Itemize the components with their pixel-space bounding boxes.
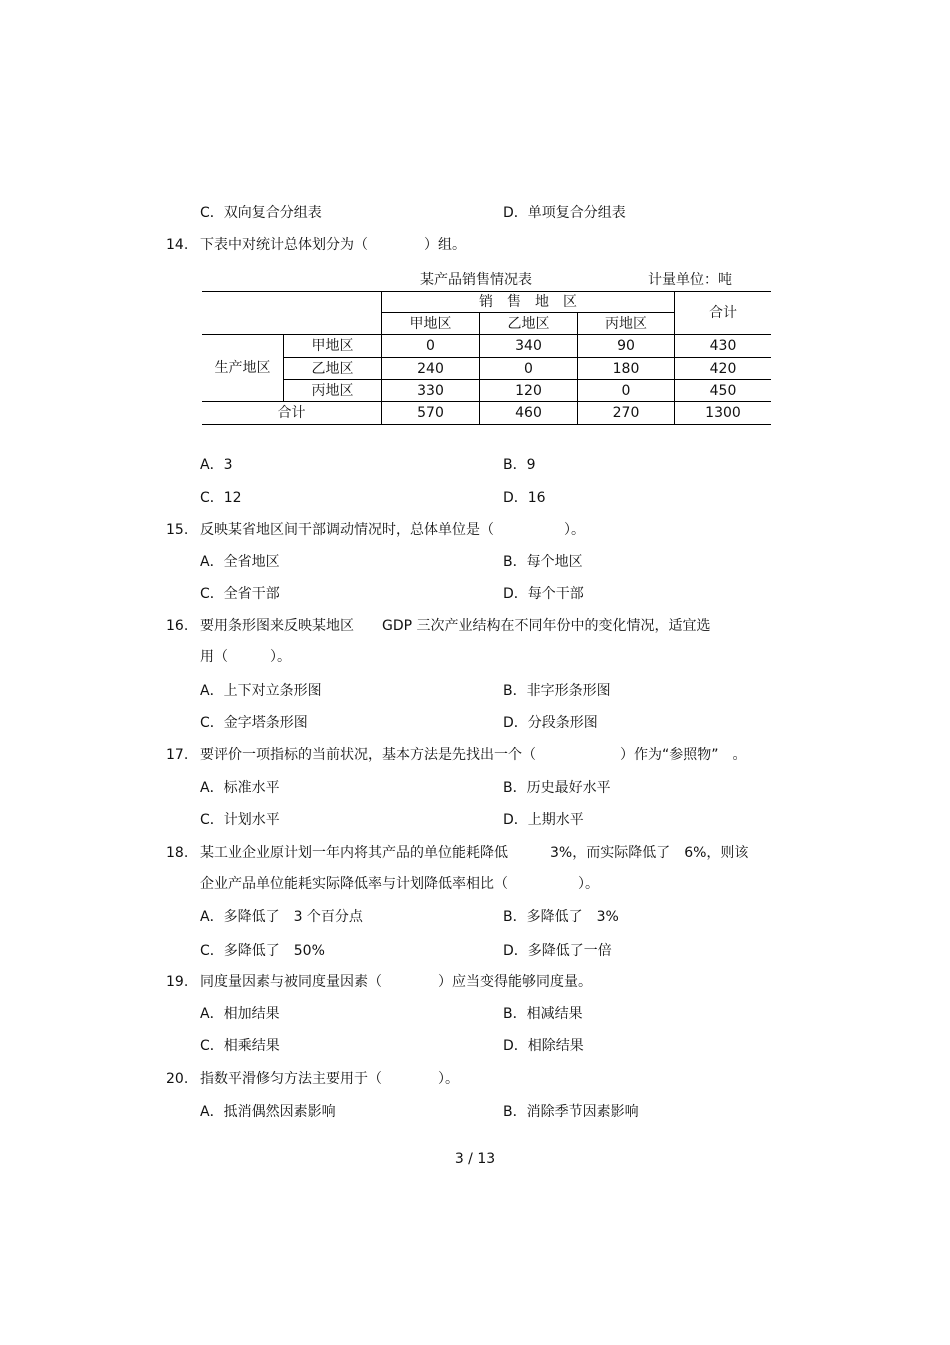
option-c: C．12 bbox=[200, 490, 242, 506]
option-c: C．金字塔条形图 bbox=[200, 715, 308, 731]
option-a: A．抵消偶然因素影响 bbox=[200, 1104, 336, 1120]
table-cell: 0 bbox=[578, 380, 675, 402]
column-header: 甲地区 bbox=[382, 313, 480, 335]
option-a: A．全省地区 bbox=[200, 554, 280, 570]
sales-region-header: 销 售 地 区 bbox=[382, 292, 675, 313]
option-b: B．历史最好水平 bbox=[503, 780, 611, 796]
option-d: D．每个干部 bbox=[503, 586, 584, 602]
question-text: 指数平滑修匀方法主要用于（ ）。 bbox=[200, 1071, 459, 1087]
table-cell: 570 bbox=[382, 402, 480, 425]
row-label: 丙地区 bbox=[284, 380, 382, 402]
page-number: 3 / 13 bbox=[454, 1151, 496, 1167]
question-number: 16. bbox=[166, 618, 189, 634]
row-total: 430 bbox=[675, 335, 772, 358]
column-header: 丙地区 bbox=[578, 313, 675, 335]
table-cell: 180 bbox=[578, 358, 675, 380]
option-d: D．分段条形图 bbox=[503, 715, 598, 731]
option-d: D．上期水平 bbox=[503, 812, 584, 828]
question-text: 某工业企业原计划一年内将其产品的单位能耗降低 3%，而实际降低了 6%，则该 bbox=[200, 845, 749, 861]
total-column-header: 合计 bbox=[709, 305, 737, 321]
question-text: 要用条形图来反映某地区 GDP 三次产业结构在不同年份中的变化情况，适宜选 bbox=[200, 618, 711, 634]
option-b: B．非字形条形图 bbox=[503, 683, 611, 699]
table-title: 某产品销售情况表 bbox=[420, 272, 532, 288]
table-unit: 计量单位：吨 bbox=[648, 272, 732, 288]
table-cell: 120 bbox=[480, 380, 578, 402]
table-cell: 270 bbox=[578, 402, 675, 425]
question-text-continued: 企业产品单位能耗实际降低率与计划降低率相比（ ）。 bbox=[200, 876, 599, 892]
option-c: C．相乘结果 bbox=[200, 1038, 280, 1054]
option-b: B．相减结果 bbox=[503, 1006, 583, 1022]
question-text-continued: 用（ ）。 bbox=[200, 649, 291, 665]
table-cell: 460 bbox=[480, 402, 578, 425]
row-total: 420 bbox=[675, 358, 772, 380]
option-c: C．多降低了 50% bbox=[200, 943, 325, 959]
table-cell: 340 bbox=[480, 335, 578, 358]
total-row-label: 合计 bbox=[202, 402, 382, 425]
row-label: 乙地区 bbox=[284, 358, 382, 380]
table-cell: 0 bbox=[382, 335, 480, 358]
option-d: D．单项复合分组表 bbox=[503, 205, 626, 221]
question-text: 下表中对统计总体划分为（ ）组。 bbox=[200, 237, 466, 253]
question-number: 15. bbox=[166, 522, 189, 538]
question-number: 19. bbox=[166, 974, 189, 990]
question-number: 20. bbox=[166, 1071, 189, 1087]
question-text: 同度量因素与被同度量因素（ ）应当变得能够同度量。 bbox=[200, 974, 592, 990]
sales-table bbox=[202, 291, 771, 425]
option-a: A．相加结果 bbox=[200, 1006, 280, 1022]
option-b: B．消除季节因素影响 bbox=[503, 1104, 639, 1120]
row-total: 450 bbox=[675, 380, 772, 402]
option-a: A．3 bbox=[200, 457, 233, 473]
question-text: 要评价一项指标的当前状况，基本方法是先找出一个（ ）作为“参照物” 。 bbox=[200, 747, 747, 763]
question-number: 18. bbox=[166, 845, 189, 861]
option-c: C．全省干部 bbox=[200, 586, 280, 602]
row-label: 甲地区 bbox=[284, 335, 382, 358]
column-header: 乙地区 bbox=[480, 313, 578, 335]
option-a: A．标准水平 bbox=[200, 780, 280, 796]
option-d: D．16 bbox=[503, 490, 546, 506]
table-cell: 240 bbox=[382, 358, 480, 380]
option-b: B．多降低了 3% bbox=[503, 909, 619, 925]
option-b: B．9 bbox=[503, 457, 536, 473]
row-group-label: 生产地区 bbox=[202, 335, 284, 402]
option-c: C．计划水平 bbox=[200, 812, 280, 828]
option-d: D．相除结果 bbox=[503, 1038, 584, 1054]
question-text: 反映某省地区间干部调动情况时，总体单位是（ ）。 bbox=[200, 522, 585, 538]
question-number: 14. bbox=[166, 237, 189, 253]
grand-total: 1300 bbox=[705, 405, 741, 421]
table-cell: 90 bbox=[578, 335, 675, 358]
table-corner-cell bbox=[202, 292, 382, 335]
option-a: A．上下对立条形图 bbox=[200, 683, 322, 699]
option-b: B．每个地区 bbox=[503, 554, 583, 570]
table-cell: 0 bbox=[480, 358, 578, 380]
question-number: 17. bbox=[166, 747, 189, 763]
option-d: D．多降低了一倍 bbox=[503, 943, 612, 959]
table-cell: 330 bbox=[382, 380, 480, 402]
option-c: C．双向复合分组表 bbox=[200, 205, 322, 221]
option-a: A．多降低了 3 个百分点 bbox=[200, 909, 363, 925]
